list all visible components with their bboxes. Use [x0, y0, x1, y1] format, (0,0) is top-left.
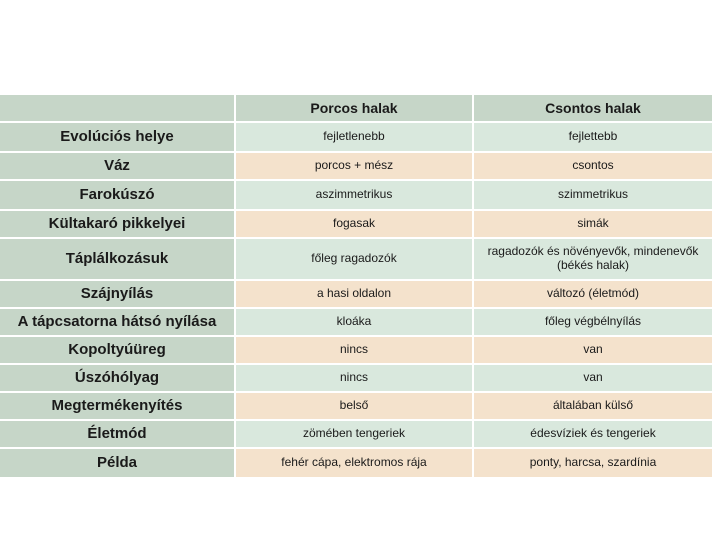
cell-csontos-taplalkozasuk: ragadozók és növényevők, mindenevők (békés halak)	[474, 239, 712, 279]
cell-csontos-uszoholyag: van	[474, 365, 712, 391]
row-label-vaz: Váz	[0, 153, 234, 179]
cell-porcos-farokuszo: aszimmetrikus	[236, 181, 472, 209]
cell-porcos-pelda: fehér cápa, elektromos rája	[236, 449, 472, 477]
cell-csontos-eletmod: édesvíziek és tengeriek	[474, 421, 712, 447]
row-label-tapcsatorna-hatso-nyilasa: A tápcsatorna hátsó nyílása	[0, 309, 234, 335]
row-label-kopoltyuureg: Kopoltyúüreg	[0, 337, 234, 363]
cell-csontos-kultakaro-pikkelyei: simák	[474, 211, 712, 237]
cell-porcos-vaz: porcos + mész	[236, 153, 472, 179]
row-label-eletmod: Életmód	[0, 421, 234, 447]
row-label-megtermekenyites: Megtermékenyítés	[0, 393, 234, 419]
row-label-evolucios-helye: Evolúciós helye	[0, 123, 234, 151]
cell-porcos-taplalkozasuk: főleg ragadozók	[236, 239, 472, 279]
cell-csontos-szajnyilas: változó (életmód)	[474, 281, 712, 307]
cell-porcos-kultakaro-pikkelyei: fogasak	[236, 211, 472, 237]
row-label-farokuszo: Farokúszó	[0, 181, 234, 209]
cell-csontos-vaz: csontos	[474, 153, 712, 179]
row-label-kultakaro-pikkelyei: Kültakaró pikkelyei	[0, 211, 234, 237]
header-porcos-halak: Porcos halak	[236, 95, 472, 121]
cell-porcos-eletmod: zömében tengeriek	[236, 421, 472, 447]
cell-csontos-megtermekenyites: általában külső	[474, 393, 712, 419]
row-label-szajnyilas: Szájnyílás	[0, 281, 234, 307]
cell-porcos-uszoholyag: nincs	[236, 365, 472, 391]
cell-porcos-szajnyilas: a hasi oldalon	[236, 281, 472, 307]
header-empty-cell	[0, 95, 234, 121]
cell-porcos-evolucios-helye: fejletlenebb	[236, 123, 472, 151]
cell-porcos-megtermekenyites: belső	[236, 393, 472, 419]
cell-csontos-kopoltyuureg: van	[474, 337, 712, 363]
row-label-uszoholyag: Úszóhólyag	[0, 365, 234, 391]
row-label-pelda: Példa	[0, 449, 234, 477]
cell-csontos-tapcsatorna-hatso-nyilasa: főleg végbélnyílás	[474, 309, 712, 335]
cell-csontos-farokuszo: szimmetrikus	[474, 181, 712, 209]
row-label-taplalkozasuk: Táplálkozásuk	[0, 239, 234, 279]
cell-porcos-kopoltyuureg: nincs	[236, 337, 472, 363]
cell-porcos-tapcsatorna-hatso-nyilasa: kloáka	[236, 309, 472, 335]
cell-csontos-pelda: ponty, harcsa, szardínia	[474, 449, 712, 477]
fish-comparison-table	[0, 95, 708, 477]
header-csontos-halak: Csontos halak	[474, 95, 712, 121]
cell-csontos-evolucios-helye: fejlettebb	[474, 123, 712, 151]
